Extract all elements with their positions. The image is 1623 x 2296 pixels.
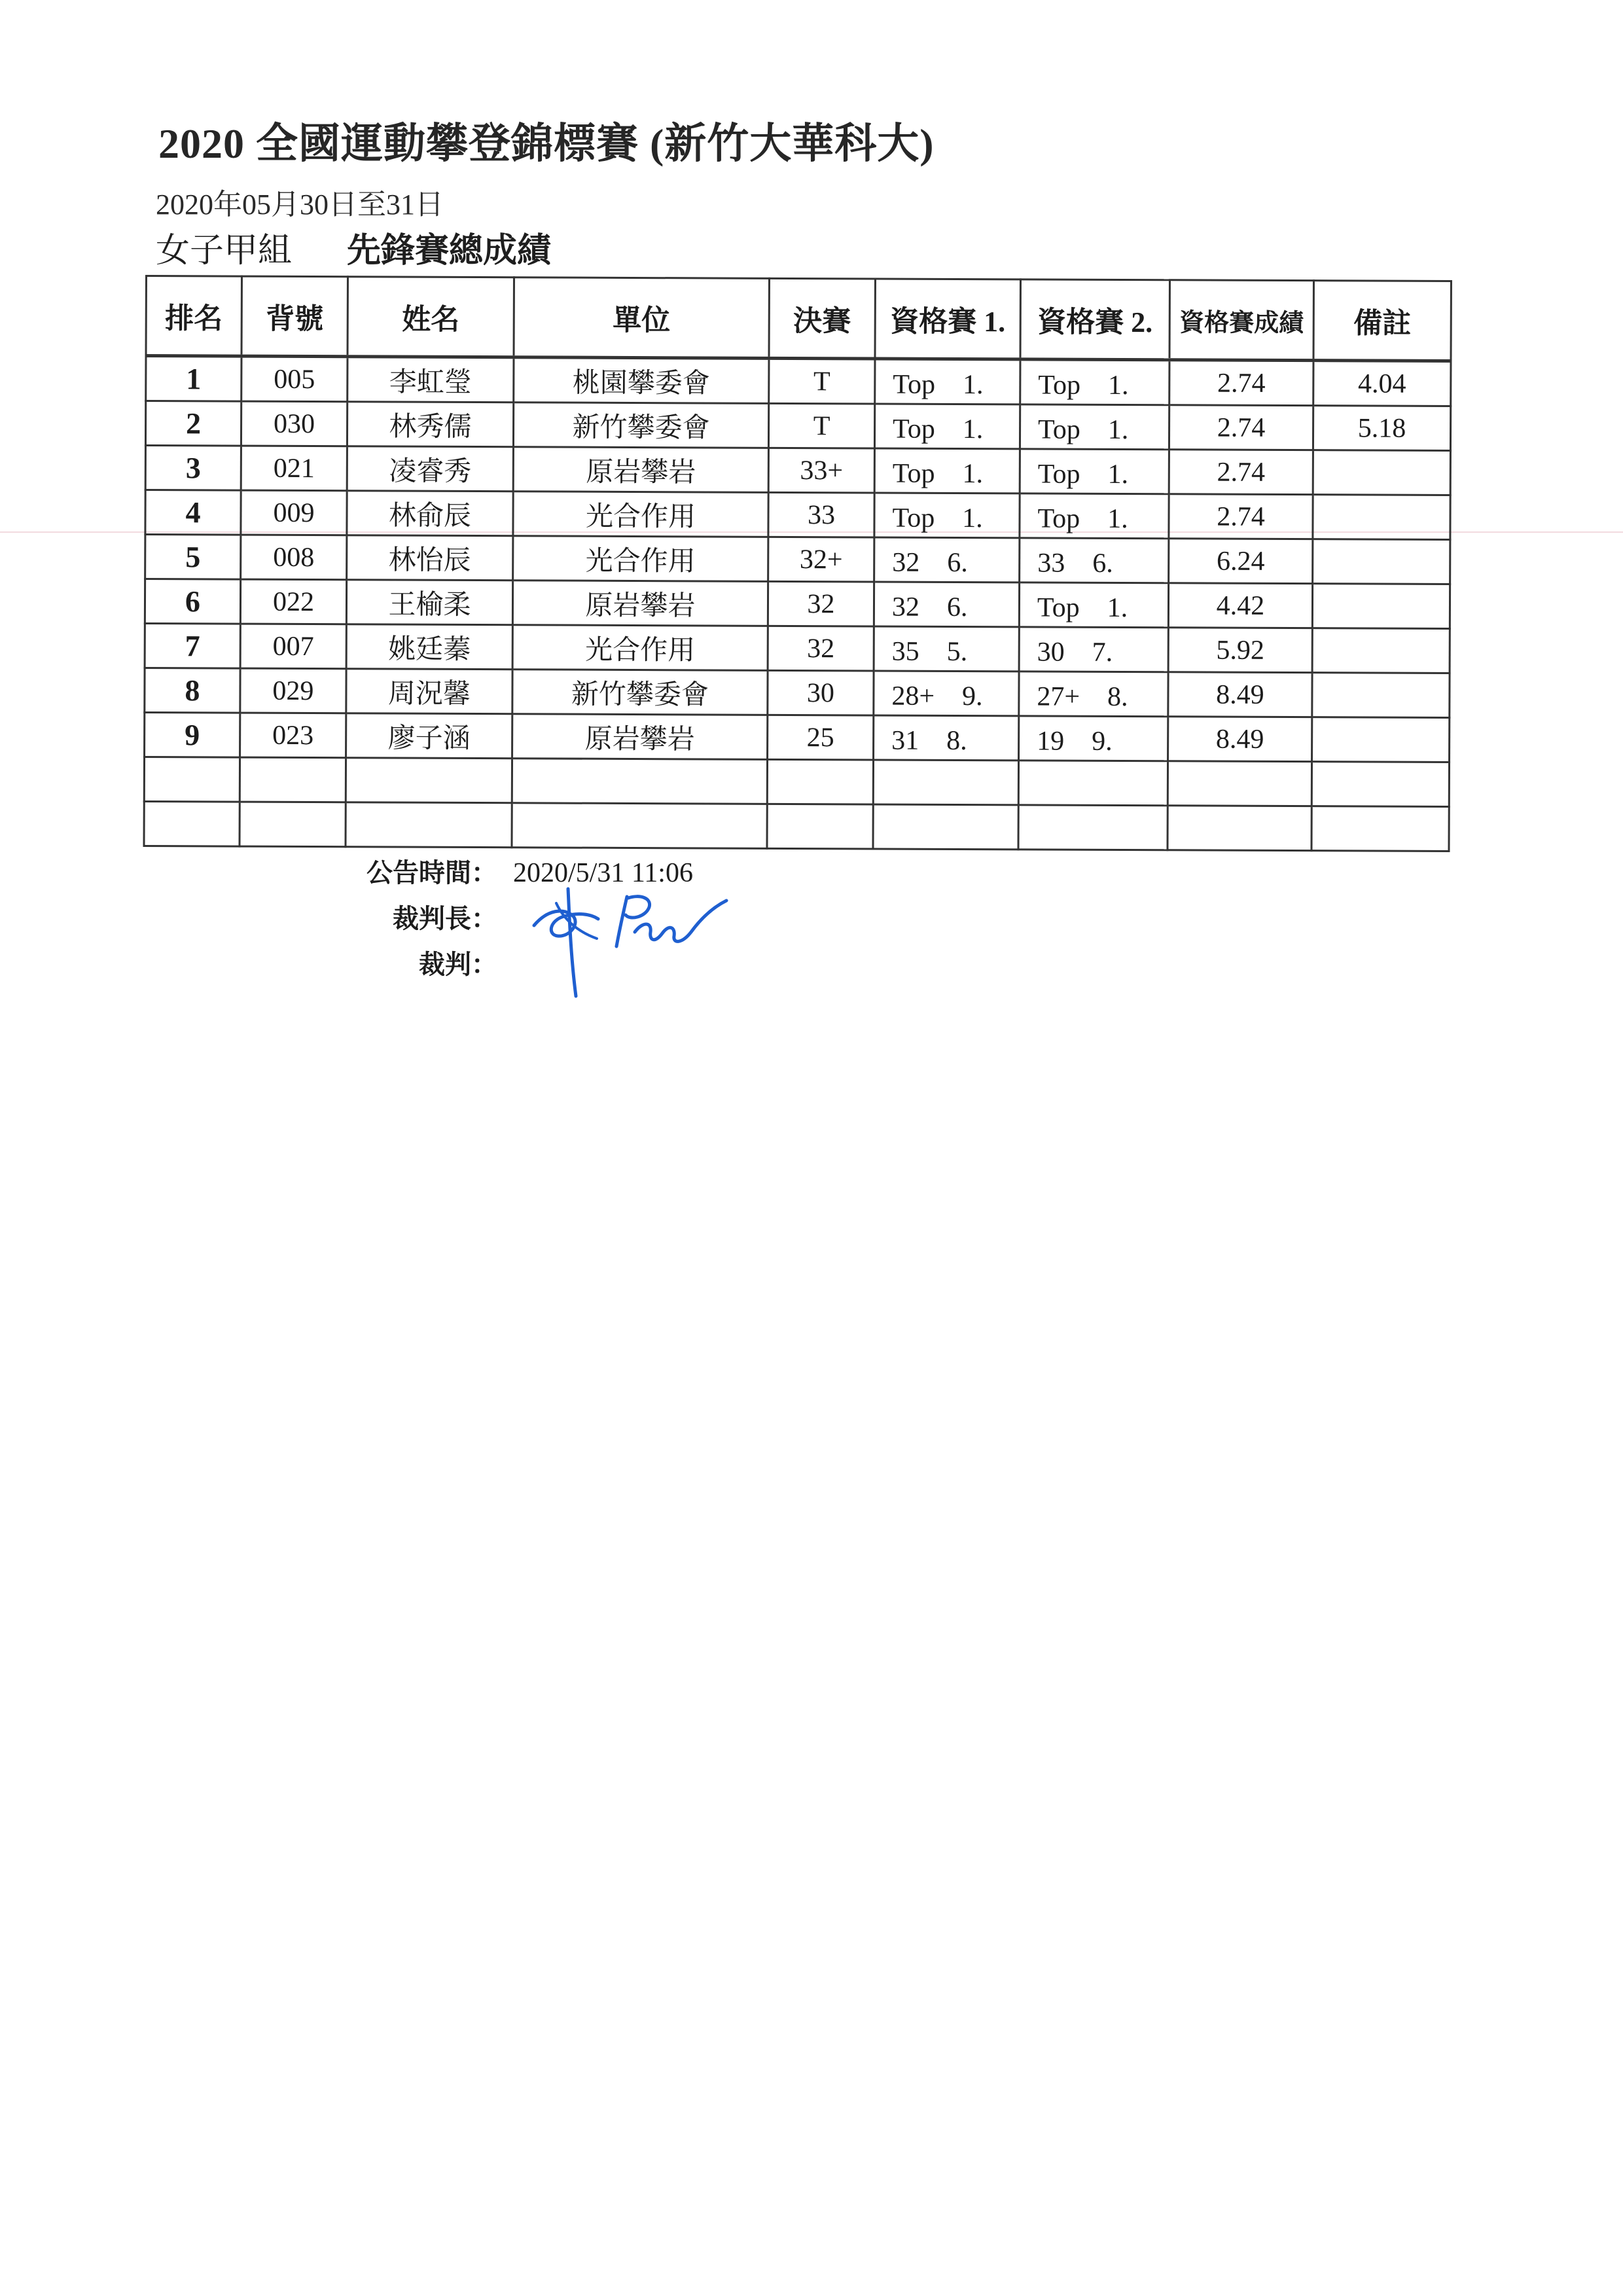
judge-label: 裁判： xyxy=(419,950,497,980)
empty-cell xyxy=(240,757,346,802)
cell-final: 32 xyxy=(768,581,874,626)
event-name: 先鋒賽總成績 xyxy=(347,232,552,270)
empty-cell xyxy=(1311,762,1449,807)
header-bib: 背號 xyxy=(241,276,348,357)
empty-table-row xyxy=(144,757,1449,807)
empty-cell xyxy=(767,804,873,849)
announce-time: 2020/5/31 11:06 xyxy=(513,858,693,888)
cell-bib: 009 xyxy=(241,490,347,535)
cell-final: 33 xyxy=(768,492,874,537)
empty-cell xyxy=(144,757,240,802)
cell-note xyxy=(1312,584,1450,629)
table-header-row xyxy=(146,276,1451,361)
header-final: 決賽 xyxy=(769,278,875,359)
cell-qualifier-score: 8.49 xyxy=(1168,672,1312,717)
cell-unit: 原岩攀岩 xyxy=(512,581,768,626)
table-row xyxy=(146,356,1451,406)
cell-unit: 光合作用 xyxy=(513,536,768,582)
group-event-heading xyxy=(156,223,551,272)
cell-bib: 021 xyxy=(241,446,347,491)
table-row xyxy=(145,401,1450,451)
empty-cell xyxy=(240,802,346,847)
table-row xyxy=(145,579,1450,629)
cell-qualifier-1: 32 6. xyxy=(874,537,1020,583)
cell-bib: 007 xyxy=(240,624,346,669)
cell-rank: 5 xyxy=(145,535,241,580)
cell-final: T xyxy=(769,358,875,404)
cell-bib: 023 xyxy=(240,713,346,758)
cell-name: 廖子涵 xyxy=(346,713,512,759)
competition-dates: 2020年05月30日至31日 xyxy=(156,188,444,221)
empty-cell xyxy=(144,801,240,846)
announce-label: 公告時間： xyxy=(366,858,497,888)
table-row xyxy=(145,668,1450,718)
cell-final: 32 xyxy=(768,626,874,671)
cell-qualifier-2: Top 1. xyxy=(1020,359,1169,405)
table-row xyxy=(145,624,1450,673)
empty-table-row xyxy=(144,801,1449,851)
cell-unit: 桃園攀委會 xyxy=(514,357,769,404)
chief-judge-label: 裁判長： xyxy=(393,904,497,934)
empty-cell xyxy=(512,759,767,804)
cell-qualifier-1: Top 1. xyxy=(874,404,1020,449)
cell-rank: 7 xyxy=(145,624,240,669)
cell-note: 5.18 xyxy=(1313,406,1450,451)
cell-bib: 022 xyxy=(240,579,346,624)
cell-rank: 4 xyxy=(145,490,241,535)
cell-unit: 原岩攀岩 xyxy=(512,714,768,760)
cell-unit: 原岩攀岩 xyxy=(513,447,768,493)
cell-final: 33+ xyxy=(768,448,874,493)
cell-bib: 029 xyxy=(240,668,346,713)
cell-qualifier-2: 19 9. xyxy=(1019,716,1168,761)
cell-note xyxy=(1313,450,1450,495)
cell-qualifier-score: 2.74 xyxy=(1169,494,1313,539)
cell-note xyxy=(1312,673,1450,718)
cell-qualifier-1: 28+ 9. xyxy=(874,671,1019,716)
header-unit: 單位 xyxy=(514,278,769,359)
empty-cell xyxy=(346,758,512,803)
cell-bib: 030 xyxy=(241,401,347,446)
cell-final: 32+ xyxy=(768,537,874,582)
empty-cell xyxy=(767,759,873,804)
cell-name: 林俞辰 xyxy=(347,491,513,536)
header-qualifier-score: 資格賽成績 xyxy=(1169,280,1313,361)
cell-name: 王榆柔 xyxy=(346,580,512,625)
cell-qualifier-score: 5.92 xyxy=(1168,628,1312,673)
cell-name: 周況馨 xyxy=(346,669,512,714)
results-table xyxy=(143,275,1452,852)
cell-final: 30 xyxy=(768,670,874,715)
cell-qualifier-1: 35 5. xyxy=(874,626,1019,672)
empty-cell xyxy=(346,802,512,848)
cell-qualifier-2: Top 1. xyxy=(1020,404,1169,450)
cell-note xyxy=(1312,628,1450,673)
cell-qualifier-1: 32 6. xyxy=(874,582,1019,627)
cell-bib: 008 xyxy=(241,535,347,580)
cell-name: 姚廷蓁 xyxy=(346,624,512,670)
cell-qualifier-2: Top 1. xyxy=(1020,449,1169,494)
cell-unit: 新竹攀委會 xyxy=(513,403,768,448)
cell-note xyxy=(1313,495,1450,540)
table-row xyxy=(145,535,1450,584)
cell-rank: 1 xyxy=(146,356,241,402)
cell-unit: 光合作用 xyxy=(512,625,768,671)
table-row xyxy=(145,490,1450,540)
header-name: 姓名 xyxy=(348,277,514,357)
cell-rank: 2 xyxy=(145,401,241,446)
table-row xyxy=(145,713,1450,762)
cell-name: 李虹瑩 xyxy=(348,357,514,403)
header-qualifier-1: 資格賽 1. xyxy=(875,279,1020,359)
empty-cell xyxy=(1168,806,1311,851)
cell-rank: 8 xyxy=(145,668,240,713)
cell-qualifier-1: Top 1. xyxy=(874,448,1020,493)
group-name: 女子甲組 xyxy=(156,232,293,270)
cell-note xyxy=(1313,539,1450,584)
cell-unit: 光合作用 xyxy=(513,492,768,537)
header-note: 備註 xyxy=(1313,281,1451,361)
chief-judge-signature xyxy=(530,884,746,1001)
empty-cell xyxy=(512,803,767,849)
cell-qualifier-score: 2.74 xyxy=(1169,450,1313,495)
cell-note xyxy=(1312,717,1450,762)
empty-cell xyxy=(1168,761,1311,806)
cell-rank: 3 xyxy=(145,446,241,491)
cell-qualifier-2: Top 1. xyxy=(1019,583,1168,628)
cell-name: 林怡辰 xyxy=(347,535,513,581)
empty-cell xyxy=(873,760,1018,805)
cell-qualifier-score: 6.24 xyxy=(1169,539,1313,584)
cell-qualifier-2: 30 7. xyxy=(1019,627,1168,672)
empty-cell xyxy=(873,804,1018,850)
cell-qualifier-2: 33 6. xyxy=(1020,538,1169,583)
cell-qualifier-1: 31 8. xyxy=(874,715,1019,761)
cell-final: T xyxy=(768,403,874,448)
cell-qualifier-2: Top 1. xyxy=(1020,493,1169,539)
cell-qualifier-score: 8.49 xyxy=(1168,717,1312,762)
cell-rank: 6 xyxy=(145,579,240,624)
results-body xyxy=(144,356,1451,852)
cell-bib: 005 xyxy=(241,356,348,402)
header-qualifier-2: 資格賽 2. xyxy=(1020,279,1169,360)
cell-qualifier-1: Top 1. xyxy=(875,359,1020,404)
cell-qualifier-score: 2.74 xyxy=(1169,360,1313,406)
cell-qualifier-1: Top 1. xyxy=(874,493,1020,538)
cell-qualifier-score: 2.74 xyxy=(1169,405,1313,450)
empty-cell xyxy=(1311,806,1449,852)
empty-cell xyxy=(1018,805,1168,850)
table-row xyxy=(145,446,1450,495)
empty-cell xyxy=(1018,761,1168,806)
cell-name: 林秀儒 xyxy=(347,402,513,447)
header-rank: 排名 xyxy=(146,276,241,357)
cell-final: 25 xyxy=(768,715,874,760)
cell-name: 凌睿秀 xyxy=(347,446,513,492)
cell-note: 4.04 xyxy=(1313,361,1451,406)
cell-unit: 新竹攀委會 xyxy=(512,670,768,715)
cell-qualifier-score: 4.42 xyxy=(1168,583,1312,628)
cell-qualifier-2: 27+ 8. xyxy=(1019,672,1168,717)
document-title: 2020 全國運動攀登錦標賽 (新竹大華科大) xyxy=(158,120,935,167)
cell-rank: 9 xyxy=(145,713,240,758)
